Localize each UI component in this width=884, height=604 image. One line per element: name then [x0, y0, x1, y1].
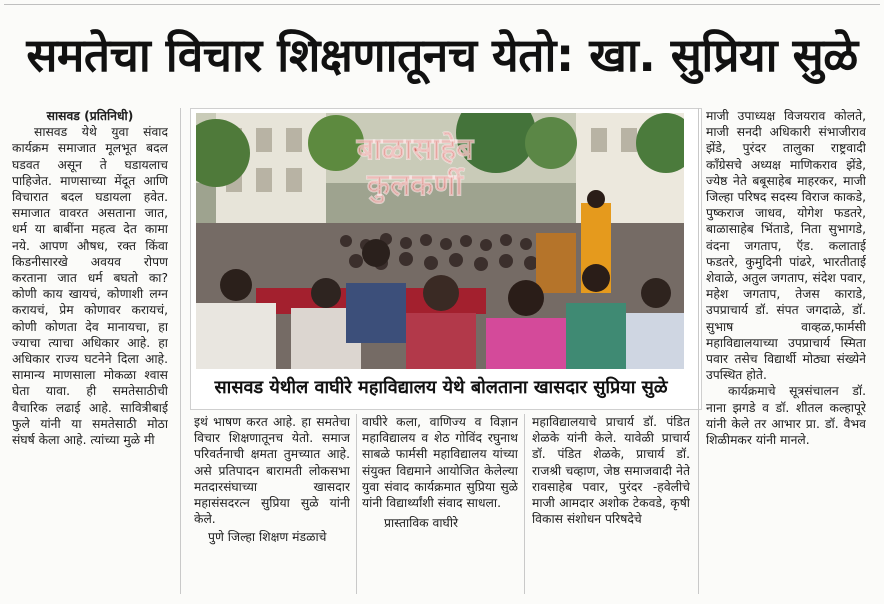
article-column-4 [532, 414, 690, 594]
article-column-3 [362, 414, 518, 594]
column-5-text-b: कार्यक्रमाचे सूत्रसंचालन डॉ. नाना झगडे व डॉ. शीतल कल्हापूरे यांनी केले तर आभार प्रा. डॉ. वैभव शिळीमकर यांनी मानले. [706, 384, 866, 448]
article-column-2 [194, 414, 350, 594]
column-2-text-b: पुणे जिल्हा शिक्षण मंडळाचे [208, 530, 327, 545]
photo-watermark: बाळासाहेब कुलकर्णी [356, 132, 474, 203]
column-3-text-b: प्रास्ताविक वाघीरे [384, 516, 459, 531]
column-1-text: सासवड येथे युवा संवाद कार्यक्रम समाजात मूलभूत बदल घडवत असून ते घडायलाच पाहिजेत. माणसाच्या मेंदूत आणि विचारात बदल घडायला हवेत. समाजात वावरत असताना जात, धर्म या बाबींना महत्व देत कामा नये. आपण औषध, रक्त किंवा किडनीसारखे अवयव रोपण करताना जात धर्म बघतो का? कोणी काय खायचं, कोणाशी लग्न करायचं, प्रेम कोणावर करायचं, कोणी कोणता देव मानायचा, हा ज्याचा त्याचा अधिकार आहे. हा अधिकार राज्य घटनेने दिला आहे. सामान्य माणसाला मोकळा श्वास घेता यावा. ही समतेसाठीची वैचारिक लढाई आहे. सावित्रीबाई फुले यांनी या समतेसाठी मोठा संघर्ष केला आहे. त्यांच्या मुळे मी [12, 125, 168, 448]
article-column-5 [706, 108, 866, 594]
top-rule [4, 4, 880, 5]
column-3-text: वाघीरे कला, वाणिज्य व विज्ञान महाविद्यालय व शेठ गोविंद रघुनाथ साबळे फार्मसी महाविद्यालय यांच्या संयुक्त विद्यमाने आयोजित केलेल्या युवा संवाद कार्यक्रमात सुप्रिया सुळे यांनी विद्यार्थ्यांशी संवाद साधला. [362, 415, 518, 511]
column-4-text: महाविद्यालयाचे प्राचार्य डॉ. पंडित शेळके यांनी केले. यावेळी प्राचार्य डॉ. पंडित शेळके, प्राचार्य डॉ. राजश्री चव्हाण, जेष्ठ समाजवादी नेते रावसाहेब पवार, पुरंदर -हवेलीचे माजी आमदार अशोक टेकवडे, कृषी विकास संशोधन परिषदेचे [532, 415, 690, 527]
column-divider [524, 414, 525, 594]
column-divider [356, 414, 357, 594]
photo-caption: सासवड येथील वाघीरे महाविद्यालय येथे बोलताना खासदार सुप्रिया सुळे [214, 377, 668, 398]
column-divider [698, 108, 699, 594]
headline: समतेचा विचार शिक्षणातूनच येतो: खा. सुप्रिया सुळे [26, 28, 858, 82]
article-column-1 [12, 108, 168, 594]
column-5-text: माजी उपाध्यक्ष विजयराव कोलते, माजी सनदी अधिकारी संभाजीराव झेंडे, पुरंदर तालुका राष्ट्रवादी काँग्रेसचे अध्यक्ष माणिकराव झेंडे, ज्येष्ठ नेते बबूसाहेब माहरकर, माजी जिल्हा परिषद सदस्य विराज काकडे, पुष्कराज जाधव, योगेश फडतरे, बाळासाहेब भिंताडे, निता सुभागडे, वंदना जगताप, ऍड. कलाताई फडतरे, कुमुदिनी पांढरे, भारतीताई शेवाळे, अतुल जगताप, संदेश पवार, महेश जगताप, तेजस काराडे, उपप्राचार्य डॉ. संपत जगदाळे, डॉ. सुभाष वाव्हळ,फार्मसी महाविद्यालयाच्या उपप्राचार्य स्मिता पवार तसेच विद्यार्थी मोठ्या संख्येने उपस्थित होते. [706, 109, 866, 383]
column-divider [180, 108, 181, 594]
dateline: सासवड (प्रतिनिधी) [46, 109, 134, 123]
column-2-text: इथं भाषण करत आहे. हा समतेचा विचार शिक्षणातूनच येतो. समाज परिवर्तनाची क्षमता तुमच्यात आहे. असे प्रतिपादन बारामती लोकसभा मतदारसंघाच्या खासदार महासंसदरत्न सुप्रिया सुळे यांनी केले. [194, 415, 350, 527]
